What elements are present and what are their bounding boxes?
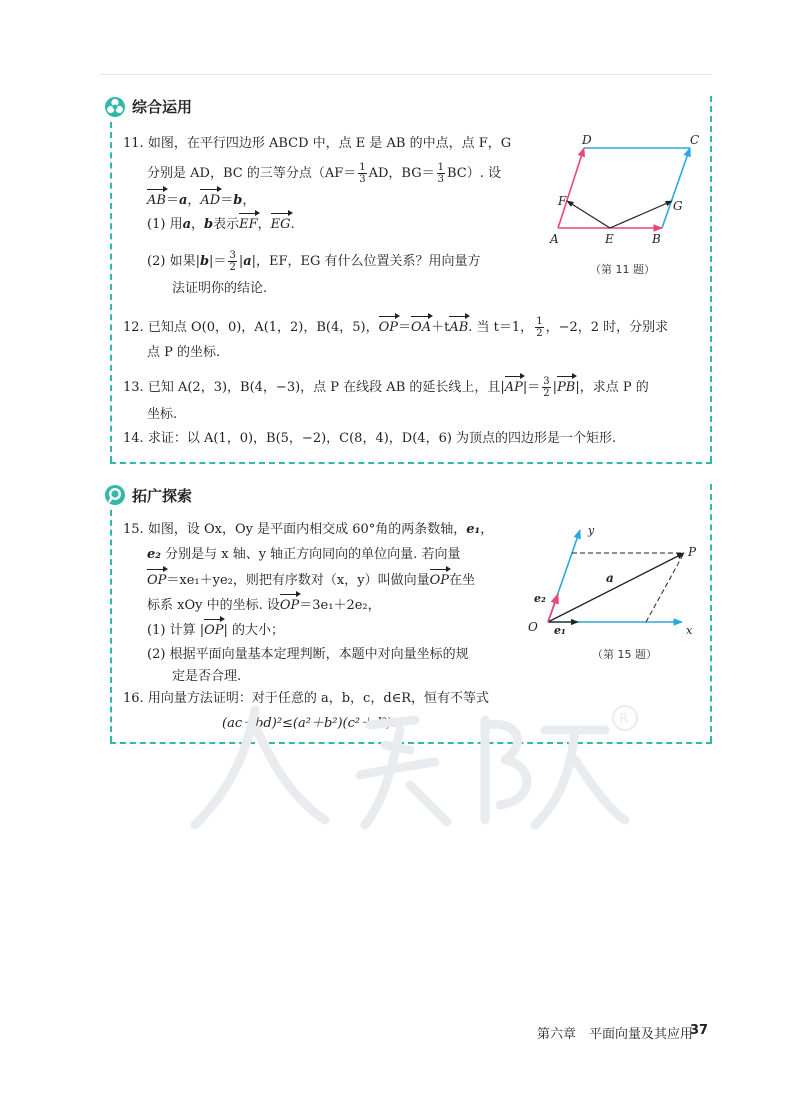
fraction [535, 316, 543, 339]
q13-text-b: |＝ [522, 380, 541, 395]
bold-b: b [199, 254, 210, 269]
q13-text-d: |，求点 P 的 [575, 380, 649, 395]
vector-ab: AB [147, 193, 166, 208]
section-title: 拓广探索 [132, 487, 193, 505]
q11-text-2b: AD，BG＝ [368, 166, 435, 181]
q11-s2-d: |，EF，EG 有什么位置关系？用向量方 [251, 254, 481, 269]
frac-num: 3 [229, 250, 236, 261]
vector-op: OP [279, 598, 300, 613]
vector-op: OP [429, 573, 449, 588]
fraction [542, 376, 550, 399]
section-border-bottom [110, 462, 712, 464]
q11-eq: ＝ [220, 193, 234, 208]
question-number: 12. [123, 320, 144, 335]
figure-11 [540, 128, 712, 248]
sub-number: (1) [147, 623, 166, 638]
label-x: x [686, 624, 693, 636]
frac-den: 2 [536, 328, 543, 339]
watermark-logo [185, 690, 655, 840]
question-number: 11. [123, 136, 144, 151]
magnifier-icon [104, 484, 126, 506]
question-number: 13. [123, 380, 144, 395]
vector-ad: AD [200, 193, 221, 208]
figure-15 [522, 518, 704, 636]
q15-sub-1 [147, 622, 284, 640]
label-c: C [690, 133, 700, 147]
frac-num: 3 [543, 376, 550, 387]
bold-b: b [233, 193, 243, 208]
sub-number: (2) [147, 647, 166, 662]
q11-end: ， [242, 193, 256, 208]
side-bc [662, 148, 690, 228]
svg-text:R: R [619, 712, 629, 727]
section-border-left [110, 122, 112, 462]
q13-line-2 [147, 406, 177, 424]
section-border-right [710, 484, 712, 742]
question-number: 16. [123, 691, 144, 706]
q16-text-1: 用向量方法证明：对于任意的 a，b，c，d∈R，恒有不等式 [147, 691, 490, 706]
q15-sub-2 [147, 646, 469, 664]
q11-text-2c: BC）. 设 [446, 166, 501, 181]
label-a: a [606, 571, 614, 585]
q15-line-1 [123, 521, 493, 539]
vector-ef: EF [239, 217, 258, 232]
q15-s1-a: 计算 | [169, 623, 205, 638]
page-number: 37 [690, 1023, 709, 1038]
q14-text: 求证：以 A(1，0)，B(5，−2)，C(8，4)，D(4，6) 为顶点的四边形是一个矩形. [147, 431, 617, 446]
label-p: P [688, 545, 697, 559]
q15-s2-l2: 定是否合理. [172, 669, 242, 684]
label-a: A [550, 232, 559, 246]
frac-den: 3 [359, 174, 366, 185]
q12-text-b: . 当 t＝1， [468, 320, 534, 335]
frac-num: 1 [359, 162, 366, 173]
q12-eq: ＝ [398, 320, 412, 335]
q11-s1-c: 表示 [213, 217, 240, 232]
q15-line-4 [147, 597, 381, 615]
q11-sub-1 [147, 216, 295, 234]
q13-text-c: | [552, 380, 558, 395]
q12-text-l2: 点 P 的坐标. [147, 345, 221, 360]
q11-s2-b: |＝ [209, 254, 227, 269]
q15-s2-l1: 根据平面向量基本定理判断，本题中对向量坐标的规 [169, 647, 469, 662]
q11-eq: ＝ [165, 193, 179, 208]
q14-line-1 [123, 430, 616, 448]
q13-text-l2: 坐标. [147, 407, 178, 422]
label-e: E [605, 232, 614, 246]
side-ad [558, 148, 584, 228]
q11-s1-a: 用 [169, 217, 183, 232]
vector-ap: AP [504, 380, 523, 395]
footer-chapter: 第六章 平面向量及其应用 [537, 1027, 694, 1042]
fraction [228, 250, 236, 273]
bold-a: a [243, 254, 252, 269]
q11-s1-end: . [290, 217, 295, 232]
vector-ef-arrow [567, 201, 610, 228]
q15-text-1a: 如图，设 Ox，Oy 是平面内相交成 60°角的两条数轴， [147, 522, 467, 537]
q12-text-c: ，−2，2 时，分别求 [545, 320, 669, 335]
bold-e2: e₂ [147, 547, 161, 562]
q11-line-2 [147, 162, 501, 185]
frac-den: 2 [229, 262, 236, 273]
q11-s2-a: 如果| [169, 254, 200, 269]
q12-text-a: 已知点 O(0，0)，A(1，2)，B(4，5)， [147, 320, 379, 335]
sub-number: (1) [147, 217, 166, 232]
frac-num: 1 [536, 316, 543, 327]
q15-text-4b: ＝3e₁＋2e₂， [299, 598, 381, 613]
label-e1: e₁ [554, 624, 566, 636]
bold-a: a [182, 217, 192, 232]
vector-eg: EG [270, 217, 291, 232]
q15-text-3a: ＝xe₁＋ye₂，则把有序数对（x，y）叫做向量 [166, 573, 430, 588]
q12-plus-t: ＋t [431, 320, 450, 335]
bold-a: a [178, 193, 188, 208]
label-f: F [558, 194, 567, 208]
fraction [437, 162, 445, 185]
q16-inequality: (ac＋bd)²≤(a²＋b²)(c²＋d²). [222, 716, 396, 731]
q11-sub-2 [147, 250, 481, 273]
label-b: B [652, 232, 661, 246]
label-o: O [528, 620, 538, 634]
q15-s1-b: | 的大小； [223, 623, 284, 638]
vector-op: OP [147, 573, 167, 588]
q15-line-3 [147, 572, 475, 590]
q11-line-3 [147, 192, 255, 210]
q15-line-2 [147, 546, 460, 564]
frac-den: 2 [543, 388, 550, 399]
q12-line-1 [123, 316, 668, 339]
q13-text-a: 已知 A(2，3)，B(4，−3)，点 P 在线段 AB 的延长线上，且| [147, 380, 505, 395]
q15-sub-2-line-2 [172, 668, 241, 686]
q13-line-1 [123, 376, 649, 399]
fraction [358, 162, 366, 185]
vector-oa: OA [411, 320, 432, 335]
vector-op: OP [378, 320, 399, 335]
label-d: D [582, 133, 592, 147]
label-g: G [673, 199, 683, 213]
top-rule [100, 74, 712, 75]
q11-text-1: 如图，在平行四边形 ABCD 中，点 E 是 AB 的中点，点 F，G [147, 136, 512, 151]
figure-11-caption: （第 11 题） [590, 263, 655, 276]
frac-den: 3 [437, 174, 444, 185]
question-number: 14. [123, 431, 144, 446]
q11-s1-b: ， [191, 217, 205, 232]
flower-icon [104, 96, 126, 118]
question-number: 15. [123, 522, 144, 537]
label-y: y [588, 524, 595, 537]
frac-num: 1 [437, 162, 444, 173]
section-title: 综合运用 [132, 98, 193, 116]
figure-15-caption: （第 15 题） [592, 648, 657, 661]
q11-sub-2-line-2 [172, 280, 267, 298]
q11-s2-c: | [238, 254, 244, 269]
vector-pb: PB [557, 380, 576, 395]
section-border-left [110, 510, 112, 742]
bold-b: b [204, 217, 214, 232]
q11-s1-sep: ， [257, 217, 271, 232]
label-e2: e₂ [534, 592, 546, 605]
sub-number: (2) [147, 254, 166, 269]
q15-text-3b: 在坐 [448, 573, 475, 588]
q11-sep: ， [187, 193, 201, 208]
q15-text-4a: 标系 xOy 中的坐标. 设 [147, 598, 280, 613]
q11-s2-l2: 法证明你的结论. [172, 281, 268, 296]
q15-text-1b: ， [480, 522, 494, 537]
vector-op: OP [204, 623, 224, 638]
q11-line-1 [123, 135, 511, 153]
q15-text-2: 分别是与 x 轴、y 轴正方向同向的单位向量. 若向量 [165, 547, 461, 562]
bold-e1: e₁ [466, 522, 481, 537]
q12-line-2 [147, 344, 220, 362]
q11-text-2a: 分别是 AD，BC 的三等分点（AF＝ [147, 166, 357, 181]
vector-ab: AB [449, 320, 469, 335]
